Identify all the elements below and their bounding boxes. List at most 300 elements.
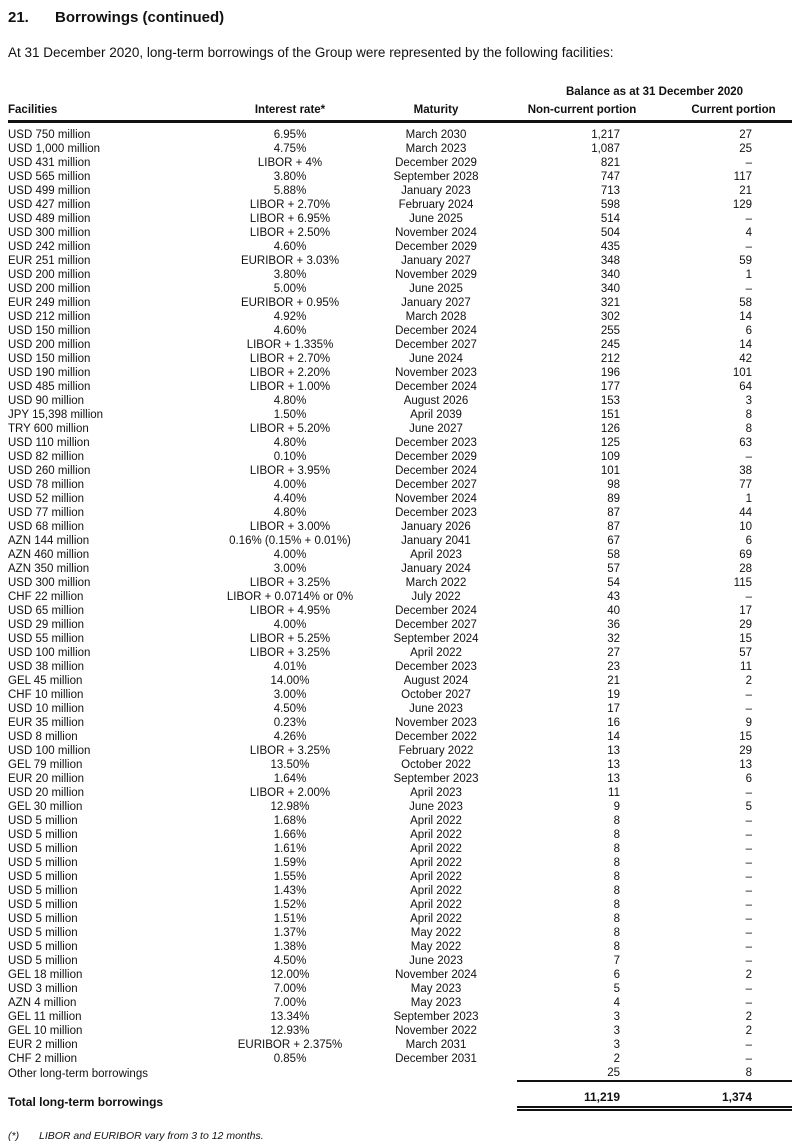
maturity-cell: November 2023 (395, 717, 477, 729)
maturity-cell: June 2025 (409, 283, 463, 295)
maturity-cell: September 2028 (393, 171, 479, 183)
facility-cell: USD 82 million (8, 451, 85, 463)
rate-cell: LIBOR + 3.25% (249, 647, 331, 659)
maturity-cell: July 2022 (411, 591, 461, 603)
facility-cell: USD 90 million (8, 395, 85, 407)
maturity-cell: January 2041 (401, 535, 471, 547)
noncurrent-cell: 348 (600, 255, 620, 267)
rate-cell: EURIBOR + 3.03% (240, 255, 340, 267)
table-row (8, 366, 792, 380)
table-row (8, 142, 792, 156)
rate-cell: 3.00% (273, 563, 307, 575)
table-row (8, 646, 792, 660)
rate-cell: 1.66% (273, 829, 307, 841)
current-cell: – (745, 871, 752, 883)
rate-cell: LIBOR + 2.70% (249, 353, 331, 365)
rate-cell: 0.10% (273, 451, 307, 463)
table-row (8, 296, 792, 310)
rate-cell: LIBOR + 6.95% (249, 213, 331, 225)
facility-cell: USD 29 million (8, 619, 85, 631)
current-cell: 15 (739, 633, 752, 645)
spacer-cell (8, 85, 225, 101)
current-cell: – (745, 157, 752, 169)
rate-cell (225, 1066, 355, 1081)
rate-cell: LIBOR + 2.00% (249, 787, 331, 799)
noncurrent-cell: 212 (600, 353, 620, 365)
noncurrent-cell: 8 (613, 829, 620, 841)
facility-cell: GEL 79 million (8, 759, 83, 771)
facility-cell: USD 78 million (8, 479, 85, 491)
rate-cell: LIBOR + 3.25% (249, 745, 331, 757)
balance-group-header-cell: Balance as at 31 December 2020 (565, 86, 744, 98)
maturity-cell: January 2027 (401, 255, 471, 267)
current-cell: 57 (739, 647, 752, 659)
maturity-cell: February 2022 (398, 745, 474, 757)
current-cell: 27 (739, 129, 752, 141)
rate-cell: LIBOR + 2.50% (249, 227, 331, 239)
facility-cell: USD 10 million (8, 703, 85, 715)
maturity-cell: December 2023 (395, 507, 477, 519)
table-row (8, 506, 792, 520)
maturity-cell: December 2029 (395, 157, 477, 169)
maturity-cell: April 2022 (410, 829, 462, 841)
table-row (8, 184, 792, 198)
table-row (8, 968, 792, 982)
current-cell: 2 (745, 969, 752, 981)
rate-cell: LIBOR + 2.70% (249, 199, 331, 211)
noncurrent-cell: 8 (613, 857, 620, 869)
borrowings-table (8, 85, 792, 1111)
noncurrent-cell: 19 (607, 689, 620, 701)
noncurrent-cell: 255 (600, 325, 620, 337)
facility-cell: EUR 20 million (8, 773, 85, 785)
total-row (8, 1081, 792, 1109)
current-cell: – (745, 997, 752, 1009)
current-cell: – (745, 787, 752, 799)
noncurrent-cell: 7 (613, 955, 620, 967)
facility-cell: USD 100 million (8, 745, 91, 757)
current-cell: 77 (739, 479, 752, 491)
column-header-row (8, 101, 792, 122)
current-cell: 29 (739, 745, 752, 757)
rate-cell: LIBOR + 0.0714% or 0% (226, 591, 354, 603)
noncurrent-cell: 8 (613, 899, 620, 911)
facility-cell: USD 427 million (8, 199, 91, 211)
rate-cell: 12.00% (270, 969, 310, 981)
maturity-cell: March 2031 (405, 1039, 467, 1051)
maturity-cell: December 2029 (395, 451, 477, 463)
table-row (8, 716, 792, 730)
current-cell: 21 (739, 185, 752, 197)
current-cell: – (745, 815, 752, 827)
table-row (8, 786, 792, 800)
table-row (8, 884, 792, 898)
noncurrent-cell: 87 (607, 507, 620, 519)
rate-cell: LIBOR + 3.00% (249, 521, 331, 533)
rate-cell: 4.80% (273, 507, 307, 519)
rate-cell: LIBOR + 1.335% (246, 339, 334, 351)
current-cell: 117 (733, 171, 752, 183)
current-cell: 2 (745, 1025, 752, 1037)
table-row (8, 800, 792, 814)
facility-cell: USD 300 million (8, 227, 91, 239)
maturity-cell: October 2027 (401, 689, 471, 701)
noncurrent-cell: 6 (613, 969, 620, 981)
spacer-cell (225, 85, 355, 101)
facility-cell: CHF 10 million (8, 689, 84, 701)
current-cell: 42 (739, 353, 752, 365)
maturity-cell: December 2023 (395, 661, 477, 673)
maturity-cell: November 2024 (395, 969, 477, 981)
maturity-cell: August 2026 (403, 395, 469, 407)
noncurrent-cell: 8 (613, 843, 620, 855)
maturity-cell: May 2022 (410, 941, 462, 953)
current-cell: – (745, 843, 752, 855)
table-row (8, 352, 792, 366)
facility-cell: USD 5 million (8, 927, 78, 939)
table-row (8, 674, 792, 688)
facility-cell: USD 52 million (8, 493, 85, 505)
rate-cell: 4.01% (273, 661, 307, 673)
current-cell: 64 (739, 381, 752, 393)
maturity-cell: December 2027 (395, 619, 477, 631)
current-cell: 115 (733, 577, 752, 589)
maturity-cell: November 2029 (395, 269, 477, 281)
noncurrent-cell: 126 (600, 423, 620, 435)
current-cell: 59 (739, 255, 752, 267)
current-cell: – (745, 241, 752, 253)
rate-cell: 4.00% (273, 619, 307, 631)
rate-cell: 1.37% (273, 927, 307, 939)
other-borrowings-label: Other long-term borrowings (8, 1068, 148, 1080)
facility-cell: USD 485 million (8, 381, 91, 393)
table-row (8, 982, 792, 996)
table-row (8, 282, 792, 296)
maturity-cell: April 2022 (410, 885, 462, 897)
facility-cell: USD 5 million (8, 857, 78, 869)
facility-cell: AZN 350 million (8, 563, 90, 575)
rate-cell: 1.64% (273, 773, 307, 785)
rate-cell: LIBOR + 2.20% (249, 367, 331, 379)
table-row (8, 618, 792, 632)
noncurrent-cell: 340 (600, 283, 620, 295)
table-row (8, 926, 792, 940)
maturity-cell: June 2025 (409, 213, 463, 225)
noncurrent-cell: 43 (607, 591, 620, 603)
facility-cell: AZN 144 million (8, 535, 90, 547)
rate-cell (225, 1081, 355, 1109)
rate-cell: 4.00% (273, 549, 307, 561)
current-cell: 44 (739, 507, 752, 519)
table-row (8, 170, 792, 184)
current-cell: 10 (739, 521, 752, 533)
noncurrent-cell: 4 (613, 997, 620, 1009)
facility-cell: AZN 460 million (8, 549, 90, 561)
column-header-facilities: Facilities (8, 101, 225, 122)
maturity-cell: December 2031 (395, 1053, 477, 1065)
table-row (8, 688, 792, 702)
facility-cell: USD 110 million (8, 437, 90, 449)
facility-cell: GEL 11 million (8, 1011, 82, 1023)
table-row (8, 632, 792, 646)
section-title-text: Borrowings (continued) (55, 9, 225, 26)
maturity-cell: December 2024 (395, 605, 477, 617)
maturity-cell: September 2024 (393, 633, 479, 645)
facility-cell: USD 200 million (8, 339, 91, 351)
maturity-cell: December 2022 (395, 731, 477, 743)
rate-cell: 1.68% (273, 815, 307, 827)
table-row (8, 1024, 792, 1038)
noncurrent-cell: 2 (613, 1053, 620, 1065)
facility-cell: USD 150 million (8, 325, 91, 337)
table-row (8, 660, 792, 674)
noncurrent-cell: 196 (600, 367, 620, 379)
noncurrent-cell: 25 (517, 1066, 647, 1081)
facility-cell: USD 55 million (8, 633, 85, 645)
table-row (8, 744, 792, 758)
table-row (8, 394, 792, 408)
noncurrent-cell: 40 (607, 605, 620, 617)
current-cell: 6 (745, 325, 752, 337)
maturity-cell: April 2039 (410, 409, 462, 421)
maturity-cell: May 2023 (410, 983, 462, 995)
column-header-maturity: Maturity (355, 101, 517, 122)
current-cell: 3 (745, 395, 752, 407)
facility-cell: USD 5 million (8, 843, 78, 855)
current-cell: 63 (739, 437, 752, 449)
maturity-cell: December 2029 (395, 241, 477, 253)
table-row (8, 212, 792, 226)
rate-cell: 4.92% (273, 311, 307, 323)
facility-cell: EUR 251 million (8, 255, 91, 267)
rate-cell: 4.80% (273, 395, 307, 407)
table-row (8, 520, 792, 534)
rate-cell: 1.50% (273, 409, 307, 421)
maturity-cell (355, 1081, 517, 1109)
facility-cell: USD 190 million (8, 367, 91, 379)
borrowings-table-body (8, 122, 792, 1082)
table-row (8, 730, 792, 744)
rate-cell: LIBOR + 4% (257, 157, 323, 169)
maturity-cell: December 2027 (395, 339, 477, 351)
noncurrent-cell: 598 (600, 199, 620, 211)
table-row (8, 254, 792, 268)
current-cell: 2 (745, 1011, 752, 1023)
noncurrent-cell: 747 (600, 171, 620, 183)
rate-cell: 4.26% (273, 731, 307, 743)
rate-cell: 4.60% (273, 241, 307, 253)
rate-cell: 0.16% (0.15% + 0.01%) (229, 535, 351, 547)
current-cell: 129 (732, 199, 752, 211)
maturity-cell: May 2023 (410, 997, 462, 1009)
table-row (8, 122, 792, 143)
rate-cell: 14.00% (270, 675, 310, 687)
column-header-interest-rate: Interest rate* (225, 101, 355, 122)
maturity-cell: May 2022 (410, 927, 462, 939)
noncurrent-cell: 101 (600, 465, 620, 477)
maturity-cell: October 2022 (401, 759, 471, 771)
facility-cell: USD 5 million (8, 829, 78, 841)
table-row (8, 702, 792, 716)
noncurrent-cell: 8 (613, 871, 620, 883)
rate-cell: 13.50% (270, 759, 310, 771)
facility-cell: USD 65 million (8, 605, 85, 617)
noncurrent-cell: 177 (600, 381, 620, 393)
maturity-cell: November 2022 (395, 1025, 477, 1037)
rate-cell: 4.50% (273, 955, 307, 967)
section-number: 21. (8, 9, 29, 26)
facility-cell: USD 3 million (8, 983, 78, 995)
table-row (8, 408, 792, 422)
facility-cell: USD 77 million (8, 507, 85, 519)
table-row (8, 548, 792, 562)
intro-text: At 31 December 2020, long-term borrowings of the Group were represented by the following facilities: (8, 45, 614, 60)
maturity-cell: November 2024 (395, 493, 477, 505)
table-row (8, 436, 792, 450)
maturity-cell: December 2024 (395, 465, 477, 477)
facility-cell: USD 5 million (8, 913, 78, 925)
table-row (8, 240, 792, 254)
noncurrent-cell: 98 (607, 479, 620, 491)
noncurrent-cell: 13 (607, 759, 620, 771)
maturity-cell: March 2030 (405, 129, 467, 141)
current-cell: – (745, 885, 752, 897)
facility-cell: USD 8 million (8, 731, 78, 743)
current-cell: – (745, 283, 752, 295)
current-cell: – (745, 899, 752, 911)
maturity-cell: November 2024 (395, 227, 477, 239)
noncurrent-cell: 3 (613, 1011, 620, 1023)
maturity-cell: November 2023 (395, 367, 477, 379)
facility-cell: USD 200 million (8, 283, 91, 295)
current-cell: – (745, 941, 752, 953)
rate-cell: LIBOR + 4.95% (249, 605, 331, 617)
noncurrent-cell: 1,217 (591, 129, 620, 141)
maturity-cell: June 2024 (409, 353, 463, 365)
table-row (8, 268, 792, 282)
table-row (8, 870, 792, 884)
noncurrent-cell: 8 (613, 885, 620, 897)
rate-cell: 3.00% (273, 689, 307, 701)
noncurrent-cell: 321 (600, 297, 620, 309)
rate-cell: 1.61% (273, 843, 307, 855)
noncurrent-cell: 67 (607, 535, 620, 547)
table-row (8, 492, 792, 506)
noncurrent-cell: 821 (600, 157, 620, 169)
column-header-current: Current portion (647, 101, 792, 122)
maturity-cell: April 2023 (410, 549, 462, 561)
noncurrent-cell: 302 (600, 311, 620, 323)
table-row (8, 464, 792, 478)
current-cell: 13 (739, 759, 752, 771)
facility-cell: GEL 18 million (8, 969, 83, 981)
noncurrent-cell: 514 (600, 213, 620, 225)
table-row (8, 324, 792, 338)
current-cell: – (745, 857, 752, 869)
rate-cell: 13.34% (270, 1011, 310, 1023)
noncurrent-cell: 504 (600, 227, 620, 239)
table-row (8, 940, 792, 954)
noncurrent-cell: 23 (607, 661, 620, 673)
spacer-cell (355, 85, 517, 101)
current-cell: 1 (745, 493, 752, 505)
facility-cell: EUR 2 million (8, 1039, 78, 1051)
current-cell: 101 (732, 367, 752, 379)
noncurrent-cell: 11 (608, 787, 620, 799)
maturity-cell: April 2022 (410, 647, 462, 659)
noncurrent-cell: 109 (600, 451, 620, 463)
facility-cell: EUR 35 million (8, 717, 85, 729)
current-cell: 14 (739, 311, 752, 323)
maturity-cell: September 2023 (393, 1011, 479, 1023)
section-title (8, 9, 792, 27)
maturity-cell: April 2022 (410, 871, 462, 883)
rate-cell: 5.88% (273, 185, 307, 197)
rate-cell: 6.95% (273, 129, 307, 141)
facility-cell: USD 300 million (8, 577, 91, 589)
rate-cell: 4.60% (273, 325, 307, 337)
maturity-cell: December 2027 (395, 479, 477, 491)
current-cell: – (745, 913, 752, 925)
rate-cell: LIBOR + 5.25% (249, 633, 331, 645)
table-row (8, 422, 792, 436)
current-cell: – (745, 689, 752, 701)
rate-cell: 7.00% (273, 983, 307, 995)
noncurrent-cell: 153 (600, 395, 620, 407)
table-row (8, 534, 792, 548)
table-row (8, 338, 792, 352)
rate-cell: LIBOR + 3.25% (249, 577, 331, 589)
current-cell: 58 (739, 297, 752, 309)
table-row (8, 1038, 792, 1052)
facility-cell: USD 260 million (8, 465, 91, 477)
noncurrent-cell: 58 (607, 549, 620, 561)
table-row (8, 590, 792, 604)
current-cell: 28 (739, 563, 752, 575)
table-row (8, 772, 792, 786)
current-cell: 15 (739, 731, 752, 743)
rate-cell: 1.38% (273, 941, 307, 953)
current-cell: – (745, 591, 752, 603)
maturity-cell: January 2024 (401, 563, 471, 575)
facility-cell: USD 212 million (8, 311, 91, 323)
table-row (8, 310, 792, 324)
rate-cell: 1.52% (273, 899, 307, 911)
rate-cell: 4.00% (273, 479, 307, 491)
rate-cell: EURIBOR + 0.95% (240, 297, 340, 309)
table-row (8, 912, 792, 926)
footnote-text: LIBOR and EURIBOR vary from 3 to 12 months. (39, 1130, 264, 1142)
table-row (8, 604, 792, 618)
rate-cell: LIBOR + 3.95% (249, 465, 331, 477)
noncurrent-cell: 8 (613, 913, 620, 925)
table-row (8, 842, 792, 856)
noncurrent-cell: 125 (600, 437, 620, 449)
rate-cell: 1.51% (273, 913, 307, 925)
noncurrent-cell: 245 (600, 339, 620, 351)
facility-cell: GEL 10 million (8, 1025, 83, 1037)
facility-cell: AZN 4 million (8, 997, 77, 1009)
rate-cell: LIBOR + 1.00% (249, 381, 331, 393)
table-row (8, 996, 792, 1010)
facility-cell: GEL 30 million (8, 801, 83, 813)
noncurrent-cell: 32 (607, 633, 620, 645)
noncurrent-cell: 17 (607, 703, 620, 715)
table-row (8, 1052, 792, 1066)
maturity-cell: June 2023 (409, 801, 463, 813)
maturity-cell: December 2024 (395, 325, 477, 337)
current-cell: 1 (745, 269, 752, 281)
